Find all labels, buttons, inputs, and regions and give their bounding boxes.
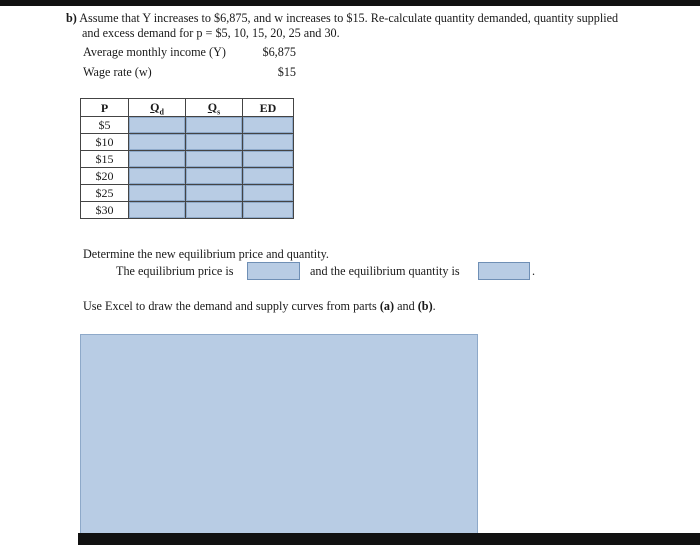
table-row [81,185,294,202]
equilibrium-quantity-label: and the equilibrium quantity is [310,264,460,278]
income-label: Average monthly income (Y) [83,45,226,59]
problem-text-line2: and excess demand for p = $5, 10, 15, 20, 25 and 30. [82,26,340,40]
ed-input[interactable] [243,202,294,219]
header-qs: $Q_s$ [186,99,243,117]
table-row [81,151,294,168]
header-p: P [81,99,129,117]
chart-answer-area[interactable] [80,334,478,534]
table-row [81,202,294,219]
qs-input[interactable] [186,202,243,219]
header-ed: ED [243,99,294,117]
qs-input[interactable] [186,168,243,185]
table-row [81,134,294,151]
qs-input[interactable] [186,117,243,134]
excel-instruction: Use Excel to draw the demand and supply curves from parts (a) and (b). [83,299,436,313]
ed-input[interactable] [243,134,294,151]
table-row [81,117,294,134]
price-cell: $5 [81,117,129,134]
part-label: b) [66,11,77,25]
price-cell: $20 [81,168,129,185]
qs-input[interactable] [186,134,243,151]
wage-value: $15 [277,65,296,79]
equilibrium-quantity-input[interactable] [478,262,530,280]
price-cell: $10 [81,134,129,151]
ed-input[interactable] [243,117,294,134]
qd-input[interactable] [129,168,186,185]
price-cell: $25 [81,185,129,202]
equilibrium-intro: Determine the new equilibrium price and quantity. [83,247,329,261]
qd-input[interactable] [129,134,186,151]
qs-input[interactable] [186,185,243,202]
wage-label: Wage rate (w) [83,65,152,79]
price-cell: $15 [81,151,129,168]
price-cell: $30 [81,202,129,219]
qd-input[interactable] [129,117,186,134]
qd-input[interactable] [129,202,186,219]
equilibrium-price-input[interactable] [247,262,300,280]
top-edge-bar [0,0,700,6]
bottom-edge-bar [78,533,700,545]
income-value: $6,875 [262,45,296,59]
qd-input[interactable] [129,151,186,168]
ed-input[interactable] [243,185,294,202]
problem-statement [66,11,686,41]
table-header-row [81,99,294,117]
end-punctuation: . [532,264,536,278]
table-row [81,168,294,185]
problem-text-line1: Assume that Y increases to $6,875, and w increases to $15. Re-calculate quantity demanded, quantity supplied [79,11,619,25]
qs-input[interactable] [186,151,243,168]
equilibrium-price-label: The equilibrium price is [116,264,234,278]
ed-input[interactable] [243,151,294,168]
header-qd: $Q_d$ [129,99,186,117]
ed-input[interactable] [243,168,294,185]
demand-supply-table [80,98,294,219]
qd-input[interactable] [129,185,186,202]
